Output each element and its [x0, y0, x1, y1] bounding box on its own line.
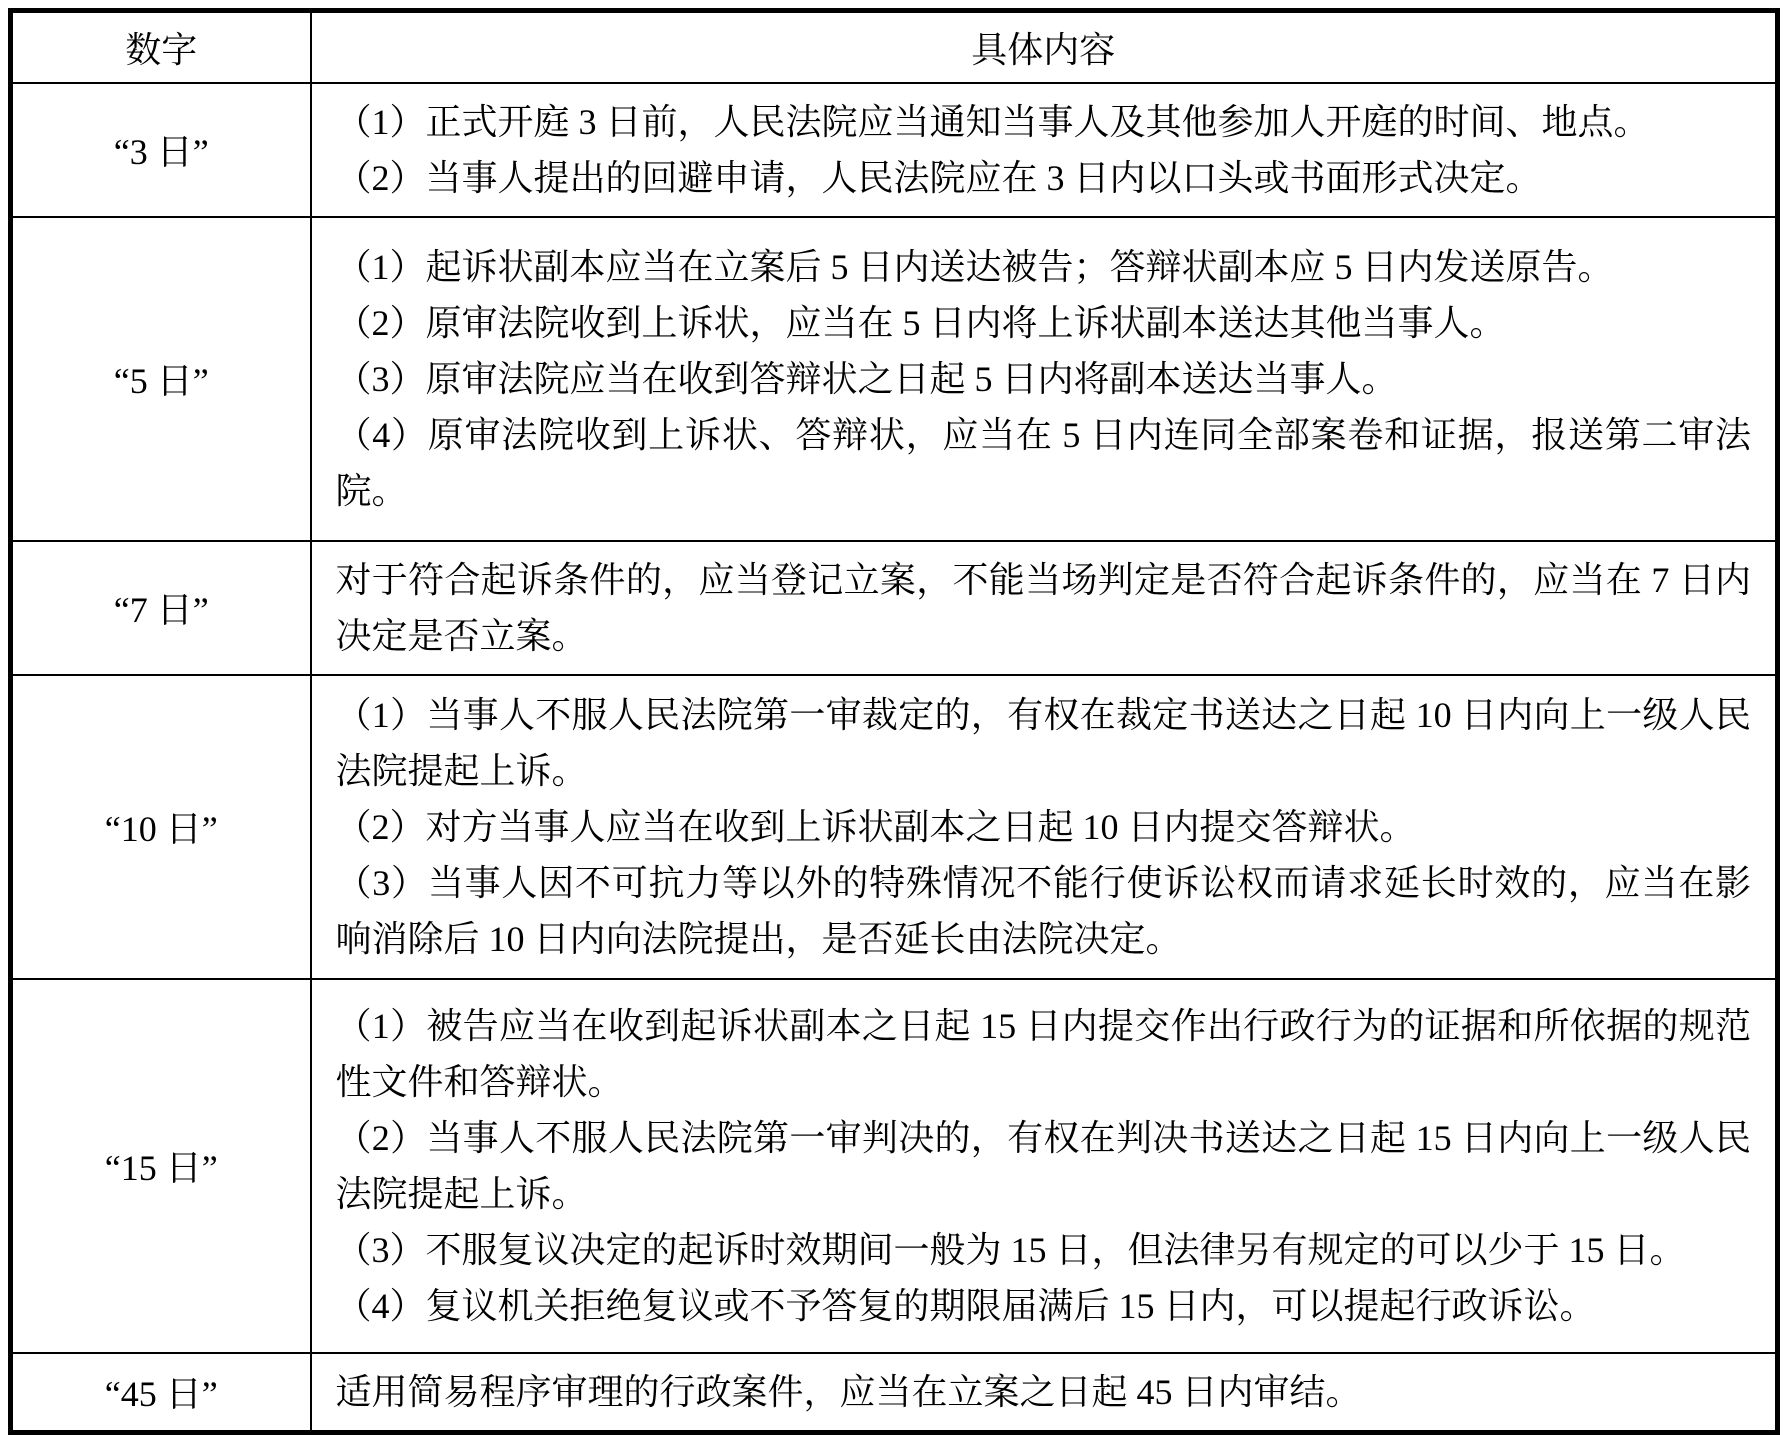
content-item: （2）当事人提出的回避申请，人民法院应在 3 日内以口头或书面形式决定。: [335, 157, 1542, 198]
content-item: （2）当事人不服人民法院第一审判决的，有权在判决书送达之日起 15 日内向上一级人民法院提起上诉。: [335, 1117, 1751, 1214]
row-content: [311, 83, 1778, 217]
content-item: （1）起诉状副本应当在立案后 5 日内送达被告；答辩状副本应 5 日内发送原告。: [335, 246, 1614, 287]
content-item: （2）对方当事人应当在收到上诉状副本之日起 10 日内提交答辩状。: [335, 806, 1416, 847]
row-number: “10 日”: [11, 675, 311, 979]
content-item: （2）原审法院收到上诉状，应当在 5 日内将上诉状副本送达其他当事人。: [335, 302, 1506, 343]
header-row: [11, 11, 1778, 83]
table-row: [11, 541, 1778, 675]
row-content: [311, 541, 1778, 675]
content-item: （4）原审法院收到上诉状、答辩状，应当在 5 日内连同全部案卷和证据，报送第二审法院。: [335, 414, 1751, 511]
content-item: （3）原审法院应当在收到答辩状之日起 5 日内将副本送达当事人。: [335, 358, 1398, 399]
table-row: [11, 675, 1778, 979]
content-item: （3）不服复议决定的起诉时效期间一般为 15 日，但法律另有规定的可以少于 15 日。: [335, 1229, 1686, 1270]
col-header-content: 具体内容: [311, 11, 1778, 83]
table-row: [11, 83, 1778, 217]
content-item: （4）复议机关拒绝复议或不予答复的期限届满后 15 日内，可以提起行政诉讼。: [335, 1285, 1596, 1326]
row-content: [311, 217, 1778, 541]
content-item: （1）正式开庭 3 日前，人民法院应当通知当事人及其他参加人开庭的时间、地点。: [335, 101, 1650, 142]
row-number: “3 日”: [11, 83, 311, 217]
table-row: [11, 979, 1778, 1353]
content-item: （1）当事人不服人民法院第一审裁定的，有权在裁定书送达之日起 10 日内向上一级人民法院提起上诉。: [335, 694, 1751, 791]
row-content: [311, 979, 1778, 1353]
row-number: “7 日”: [11, 541, 311, 675]
table-row: [11, 217, 1778, 541]
content-item: （1）被告应当在收到起诉状副本之日起 15 日内提交作出行政行为的证据和所依据的规范性文件和答辩状。: [335, 1005, 1751, 1102]
col-header-number: 数字: [11, 11, 311, 83]
row-number: “45 日”: [11, 1353, 311, 1433]
deadline-table: [8, 8, 1780, 1435]
row-content: [311, 675, 1778, 979]
row-number: “5 日”: [11, 217, 311, 541]
content-item: 对于符合起诉条件的，应当登记立案，不能当场判定是否符合起诉条件的，应当在 7 日内决定是否立案。: [335, 559, 1751, 656]
row-content: [311, 1353, 1778, 1433]
row-number: “15 日”: [11, 979, 311, 1353]
content-item: （3）当事人因不可抗力等以外的特殊情况不能行使诉讼权而请求延长时效的，应当在影响消除后 10 日内向法院提出，是否延长由法院决定。: [335, 862, 1751, 959]
table-row: [11, 1353, 1778, 1433]
content-item: 适用简易程序审理的行政案件，应当在立案之日起 45 日内审结。: [335, 1371, 1362, 1412]
